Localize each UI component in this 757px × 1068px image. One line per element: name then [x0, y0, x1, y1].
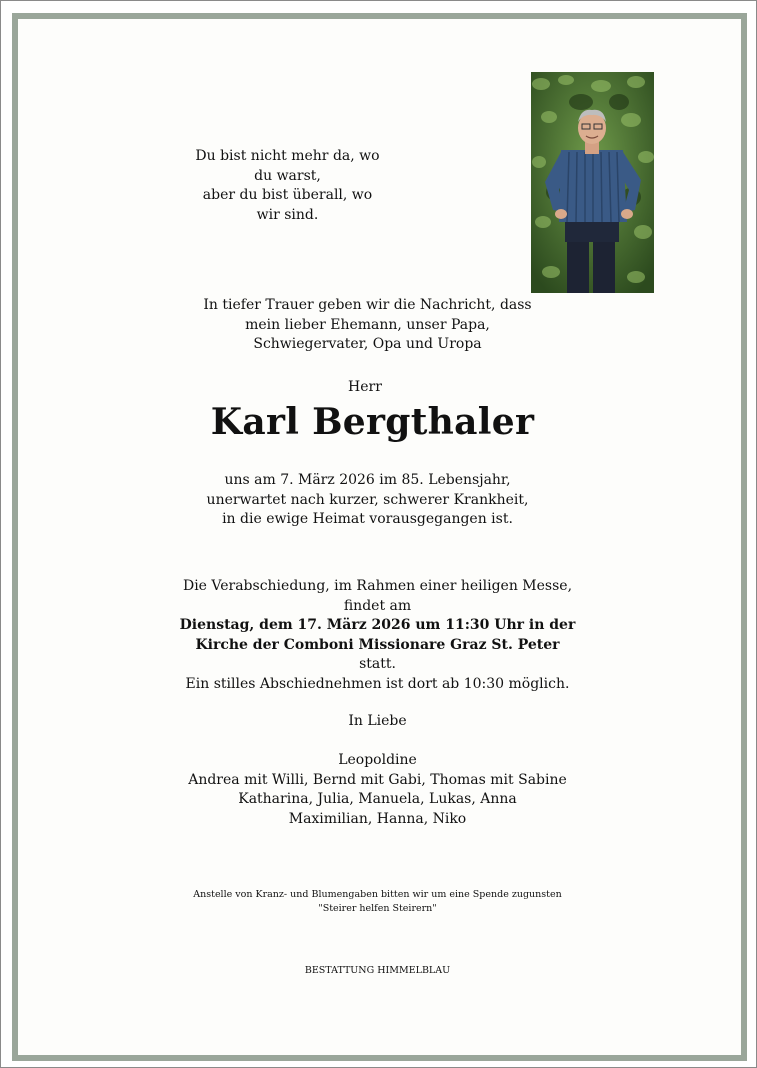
service-line: statt. — [359, 656, 396, 672]
undertaker-name: BESTATTUNG HIMMELBLAU — [304, 965, 451, 976]
deceased-name: Karl Bergthaler — [210, 401, 535, 443]
service-line: findet am — [343, 597, 412, 614]
service-details — [150, 577, 605, 694]
family-line: Andrea mit Willi, Bernd mit Gabi, Thomas mit Sabine — [188, 771, 567, 788]
service-location: Kirche der Comboni Missionare Graz St. Peter — [195, 636, 560, 653]
family-list — [150, 751, 605, 829]
family-line: Katharina, Julia, Manuela, Lukas, Anna — [238, 791, 517, 807]
passing-line: unerwartet nach kurzer, schwerer Krankheit, — [206, 491, 529, 508]
donation-charity: "Steirer helfen Steirern" — [318, 903, 437, 914]
closing-phrase: In Liebe — [348, 713, 407, 729]
intro-line: mein lieber Ehemann, unser Papa, — [245, 316, 490, 333]
poem-line: aber du bist überall, wo — [202, 187, 373, 203]
poem-line: Du bist nicht mehr da, wo — [195, 148, 380, 164]
poem-line: wir sind. — [256, 206, 319, 223]
service-line: Die Verabschiedung, im Rahmen einer heiligen Messe, — [182, 578, 573, 594]
honorific: Herr — [348, 379, 382, 395]
family-line: Leopoldine — [338, 752, 417, 768]
viewing-note: Ein stilles Abschiednehmen ist dort ab 10:30 möglich. — [185, 675, 570, 692]
donation-line: Anstelle von Kranz- und Blumengaben bitten wir um eine Spende zugunsten — [193, 889, 562, 900]
intro-line: In tiefer Trauer geben wir die Nachricht, dass — [203, 297, 532, 313]
service-date: Dienstag, dem 17. März 2026 um 11:30 Uhr in der — [179, 617, 576, 633]
portrait-photo — [531, 72, 654, 293]
memorial-poem — [190, 147, 385, 225]
passing-line: in die ewige Heimat vorausgegangen ist. — [222, 511, 513, 527]
passing-notice — [190, 471, 545, 530]
portrait-illustration — [531, 72, 654, 293]
passing-line: uns am 7. März 2026 im 85. Lebensjahr, — [224, 472, 511, 488]
family-line: Maximilian, Hanna, Niko — [288, 810, 467, 827]
announcement-intro — [190, 296, 545, 355]
poem-line: du warst, — [254, 167, 321, 184]
intro-line: Schwiegervater, Opa und Uropa — [253, 336, 482, 352]
donation-note — [150, 888, 605, 916]
